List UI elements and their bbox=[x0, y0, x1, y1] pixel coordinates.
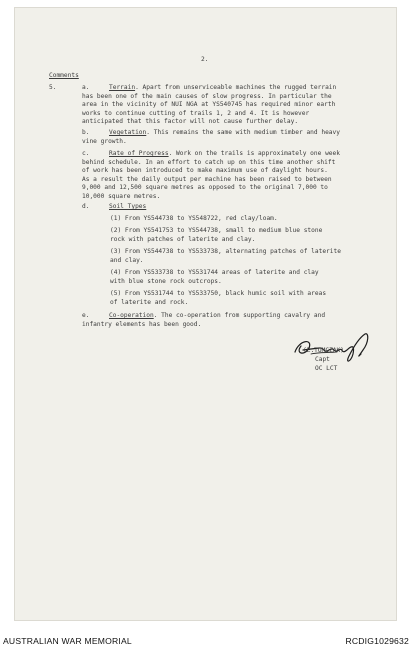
soil-type-5: (5) From YS531744 to YS533750, black humic soil with areas of laterite and rock. bbox=[110, 290, 327, 306]
item-e-co-operation: Co-operation. The co-operation from supporting cavalry and infantry elements has been good. bbox=[82, 312, 326, 328]
signatory-unit: OC LCT bbox=[315, 365, 338, 372]
section-number: 5. bbox=[49, 84, 57, 91]
item-e-letter: e. bbox=[82, 312, 90, 319]
item-d-title: Soil Types bbox=[109, 203, 147, 210]
item-e-title: Co-operation bbox=[109, 312, 154, 319]
item-a-title: Terrain bbox=[109, 84, 136, 91]
soil-type-3: (3) From YS544738 to YS533738, alternating patches of laterite and clay. bbox=[110, 248, 341, 264]
item-a-letter: a. bbox=[82, 84, 90, 91]
footer-record-id: RCDIG1029632 bbox=[345, 636, 409, 646]
item-c-title: Rate of Progress bbox=[109, 150, 169, 157]
soil-type-2: (2) From YS541753 to YS544738, small to medium blue stone rock with patches of laterite and clay. bbox=[110, 227, 323, 243]
item-c-letter: c. bbox=[82, 150, 90, 157]
soil-type-4: (4) From YS533738 to YS531744 areas of laterite and clay with blue stone rock outcrops. bbox=[110, 269, 319, 285]
footer-archive-name: AUSTRALIAN WAR MEMORIAL bbox=[3, 636, 132, 646]
soil-type-1: (1) From YS544738 to YS548722, red clay/loam. bbox=[110, 215, 278, 222]
item-a-terrain: Terrain. Apart from unserviceable machines the rugged terrain has been one of the main causes of slow progress. In particular the area in the vicinity of NUI NGA at YS540745 has required minor earth works to continue cutting of trails 1, 2 and 4. It is however anticipated that this factor will not cause further delay. bbox=[82, 84, 337, 126]
item-b-letter: b. bbox=[82, 129, 90, 136]
item-c-rate-of-progress: Rate of Progress. Work on the trails is approximately one week behind schedule. In an effort to catch up on this time another shift of work has been introduced to make maximum use of daylight hours. As a result the daily output per machine has been raised to between 9,000 and 12,500 square metres as opposed to the original 7,000 to 10,000 square metres. bbox=[82, 150, 340, 200]
document-page bbox=[15, 8, 396, 620]
item-b-title: Vegetation bbox=[109, 129, 147, 136]
page-number: 2. bbox=[201, 56, 209, 63]
signatory-name: (E.TOMCZAK) bbox=[303, 347, 344, 354]
signatory-rank: Capt bbox=[315, 356, 330, 363]
comments-heading: Comments bbox=[49, 72, 79, 79]
item-d-letter: d. bbox=[82, 203, 90, 210]
item-b-vegetation: Vegetation. This remains the same with medium timber and heavy vine growth. bbox=[82, 129, 340, 145]
